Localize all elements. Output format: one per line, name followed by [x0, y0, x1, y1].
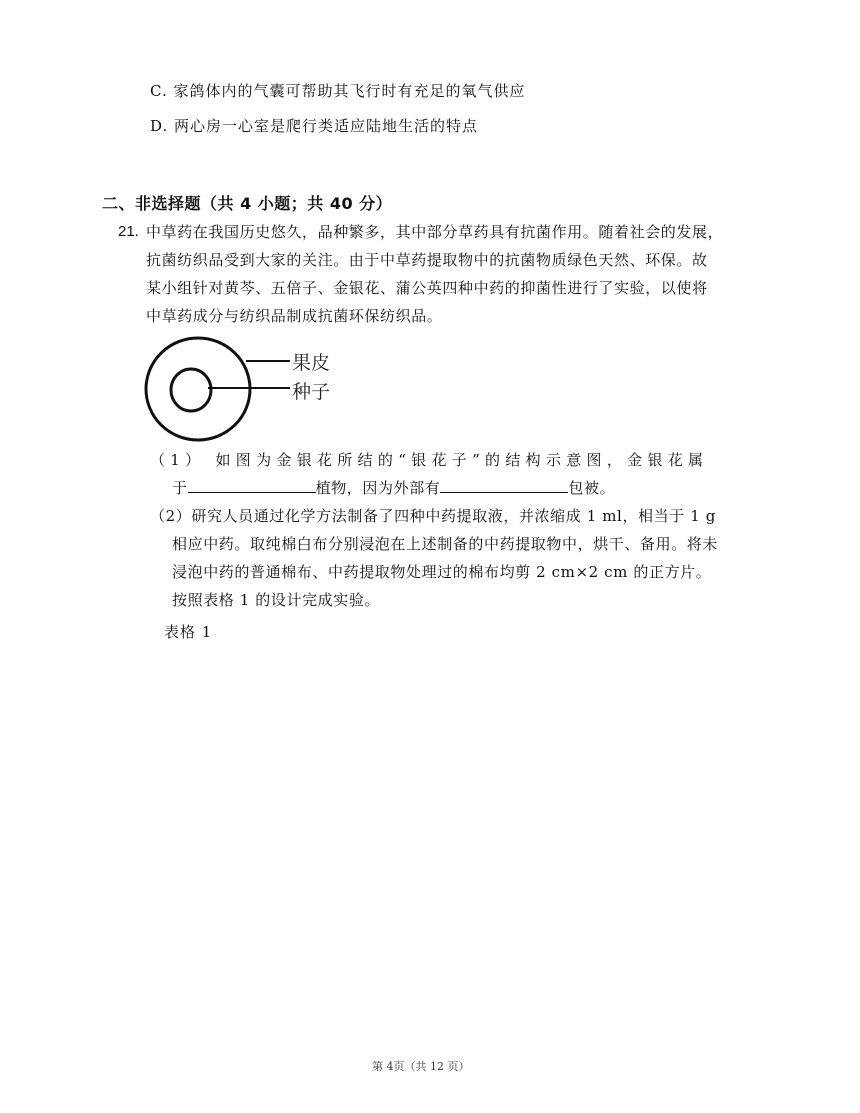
sub2-line: （2）研究人员通过化学方法制备了四种中药提取液，并浓缩成 1 ml，相当于 1 g	[150, 507, 716, 525]
subquestion-1	[150, 446, 708, 502]
answer-blank-plant-type[interactable]	[188, 476, 316, 493]
pericarp-label: 果皮	[292, 352, 331, 374]
answer-blank-covering[interactable]	[440, 476, 568, 493]
seed-label: 种子	[292, 381, 331, 403]
intro-line: 抗菌纺织品受到大家的关注。由于中草药提取物中的抗菌物质绿色天然、环保。故	[146, 251, 708, 269]
seed-outline	[171, 369, 211, 411]
sub1-prefix: 于	[172, 479, 188, 497]
section-title: 二、非选择题（共 4 小题；共 40 分）	[102, 194, 393, 213]
option-c: C. 家鸽体内的气囊可帮助其飞行时有充足的氧气供应	[150, 82, 526, 100]
subquestion-2	[150, 502, 718, 614]
intro-line: 中草药在我国历史悠久，品种繁多，其中部分草药具有抗菌作用。随着社会的发展，	[146, 223, 724, 241]
intro-line: 某小组针对黄芩、五倍子、金银花、蒲公英四种中药的抑菌性进行了实验，以使将	[146, 279, 708, 297]
table-label: 表格 1	[164, 623, 213, 641]
sub2-line: 相应中药。取纯棉白布分别浸泡在上述制备的中药提取物中，烘干、备用。将未	[172, 535, 719, 553]
question-number: 21.	[118, 223, 139, 240]
page-footer: 第 4页（共 12 页）	[372, 1060, 470, 1073]
intro-line: 中草药成分与纺织品制成抗菌环保纺织品。	[146, 307, 443, 325]
sub1-suffix: 包被。	[568, 479, 616, 497]
sub2-line: 按照表格 1 的设计完成实验。	[172, 591, 381, 609]
sub2-line: 浸泡中药的普通棉布、中药提取物处理过的棉布均剪 2 cm×2 cm 的正方片。	[172, 563, 712, 581]
option-d: D. 两心房一心室是爬行类适应陆地生活的特点	[150, 117, 479, 135]
seed-structure-figure	[140, 336, 360, 448]
question-intro	[146, 218, 723, 330]
sub1-line1: （1） 如图为金银花所结的“银花子”的结构示意图，金银花属	[150, 451, 709, 469]
sub1-mid: 植物，因为外部有	[315, 479, 441, 497]
sub1-line2	[150, 474, 708, 502]
